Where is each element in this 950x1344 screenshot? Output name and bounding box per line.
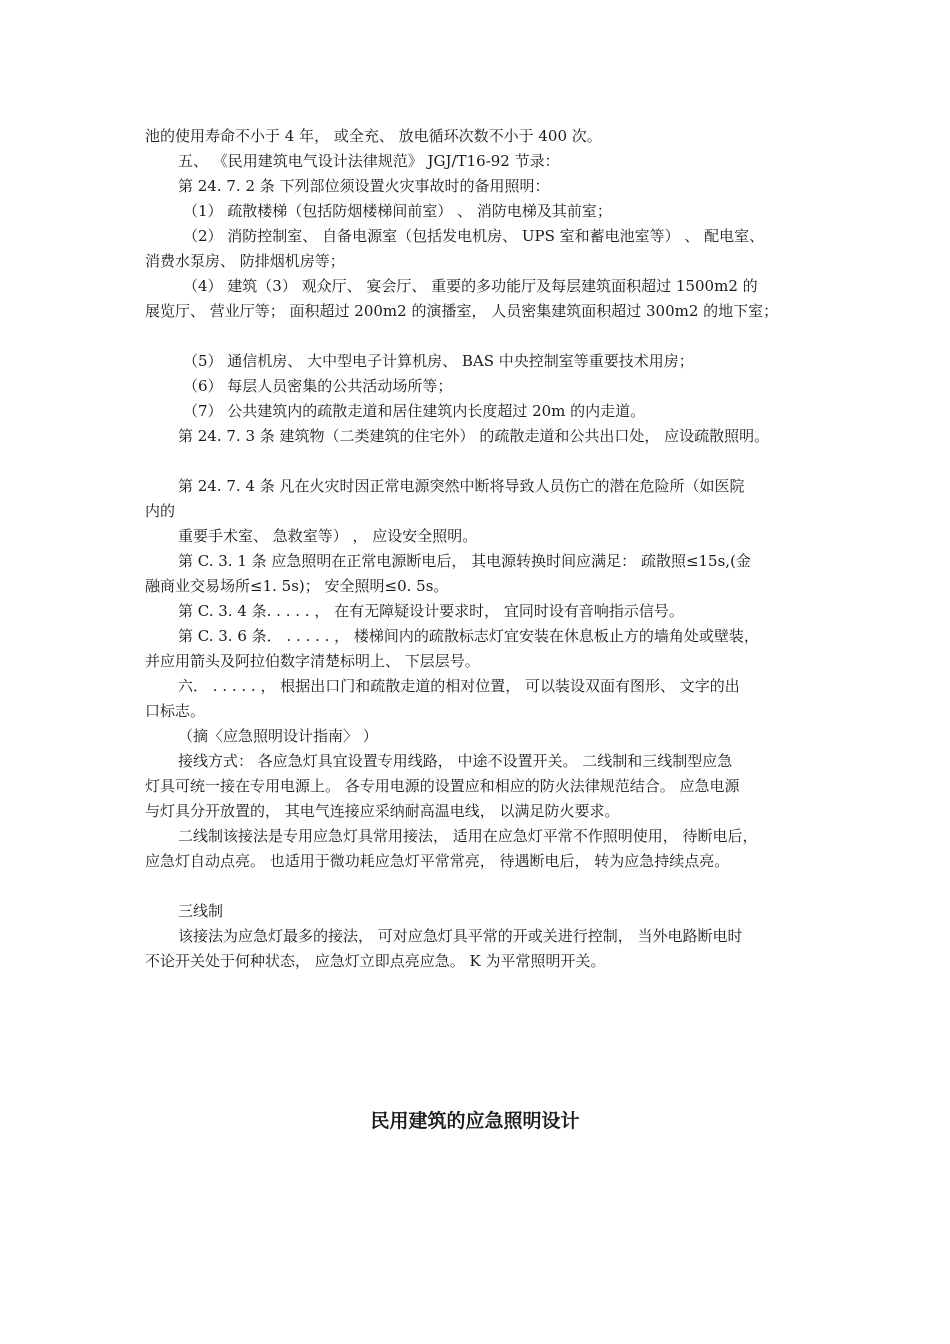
text-line: 接线方式： 各应急灯具宜设置专用线路， 中途不设置开关。 二线制和三线制型应急 — [178, 752, 733, 770]
text-line: 展览厅、 营业厅等； 面积超过 200m2 的演播室， 人员密集建筑面积超过 300m2 的地下室； — [145, 302, 779, 320]
source-note: （摘〈应急照明设计指南〉 ） — [178, 727, 378, 745]
list-item: （7） 公共建筑内的疏散走道和居住建筑内长度超过 20m 的内走道。 — [183, 402, 646, 420]
list-item: （4） 建筑（3） 观众厅、 宴会厅、 重要的多功能厅及每层建筑面积超过 1500m2 的 — [183, 277, 758, 295]
section-heading: 五、 《民用建筑电气设计法律规范》 JGJ/T16-92 节录： — [178, 152, 560, 170]
text-line: 并应用箭头及阿拉伯数字清楚标明上、 下层层号。 — [145, 652, 480, 670]
text-line: 该接法为应急灯最多的接法， 可对应急灯具平常的开或关进行控制， 当外电路断电时 — [178, 927, 743, 945]
clause-line: 第 24. 7. 3 条 建筑物（二类建筑的住宅外） 的疏散走道和公共出口处， 应设疏散照明。 — [178, 427, 770, 445]
clause-line: 第 C. 3. 6 条． . . . . . ， 楼梯间内的疏散标志灯宜安装在休息板止方的墙角处或壁装， — [178, 627, 759, 645]
clause-line: 第 24. 7. 4 条 凡在火灾时因正常电源突然中断将导致人员伤亡的潜在危险所（如医院 — [178, 477, 745, 495]
text-line: 灯具可统一接在专用电源上。 各专用电源的设置应和相应的防火法律规范结合。 应急电源 — [145, 777, 740, 795]
text-line: 二线制该接法是专用应急灯具常用接法， 适用在应急灯平常不作照明使用， 待断电后， — [178, 827, 758, 845]
text-line: 融商业交易场所≤1. 5s)； 安全照明≤0. 5s。 — [145, 577, 449, 595]
text-line: 不论开关处于何种状态， 应急灯立即点亮应急。 K 为平常照明开关。 — [145, 952, 606, 970]
document-title: 民用建筑的应急照明设计 — [370, 1110, 580, 1132]
text-line: 应急灯自动点亮。 也适用于微功耗应急灯平常常亮， 待遇断电后， 转为应急持续点亮。 — [145, 852, 730, 870]
list-item: （1） 疏散楼梯（包括防烟楼梯间前室） 、 消防电梯及其前室； — [183, 202, 612, 220]
clause-heading: 第 24. 7. 2 条 下列部位须设置火灾事故时的备用照明： — [178, 177, 550, 195]
list-item: （2） 消防控制室、 自备电源室（包括发电机房、 UPS 室和蓄电池室等） 、 配电室、 — [183, 227, 765, 245]
subheading: 三线制 — [178, 902, 224, 920]
text-line: 内的 — [145, 502, 176, 520]
clause-line: 第 C. 3. 4 条. . . . . ， 在有无障疑设计要求时， 宜同时设有音响指示信号。 — [178, 602, 684, 620]
text-line: 与灯具分开放置的， 其电气连接应采纳耐高温电线， 以满足防火要求。 — [145, 802, 620, 820]
list-item: （6） 每层人员密集的公共活动场所等； — [183, 377, 453, 395]
section-heading: 六． . . . . . ， 根据出口门和疏散走道的相对位置， 可以装设双面有图形、 文字的出 — [178, 677, 740, 695]
clause-line: 第 C. 3. 1 条 应急照明在正常电源断电后， 其电源转换时间应满足： 疏散照≤15s,(金 — [178, 552, 751, 570]
text-line: 口标志。 — [145, 702, 206, 720]
body-text — [145, 124, 820, 974]
list-item: （5） 通信机房、 大中型电子计算机房、 BAS 中央控制室等重要技术用房； — [183, 352, 694, 370]
text-line: 重要手术室、 急救室等） ， 应设安全照明。 — [178, 527, 478, 545]
text-line: 池的使用寿命不小于 4 年， 或全充、 放电循环次数不小于 400 次。 — [145, 127, 602, 145]
text-line: 消费水泵房、 防排烟机房等； — [145, 252, 345, 270]
